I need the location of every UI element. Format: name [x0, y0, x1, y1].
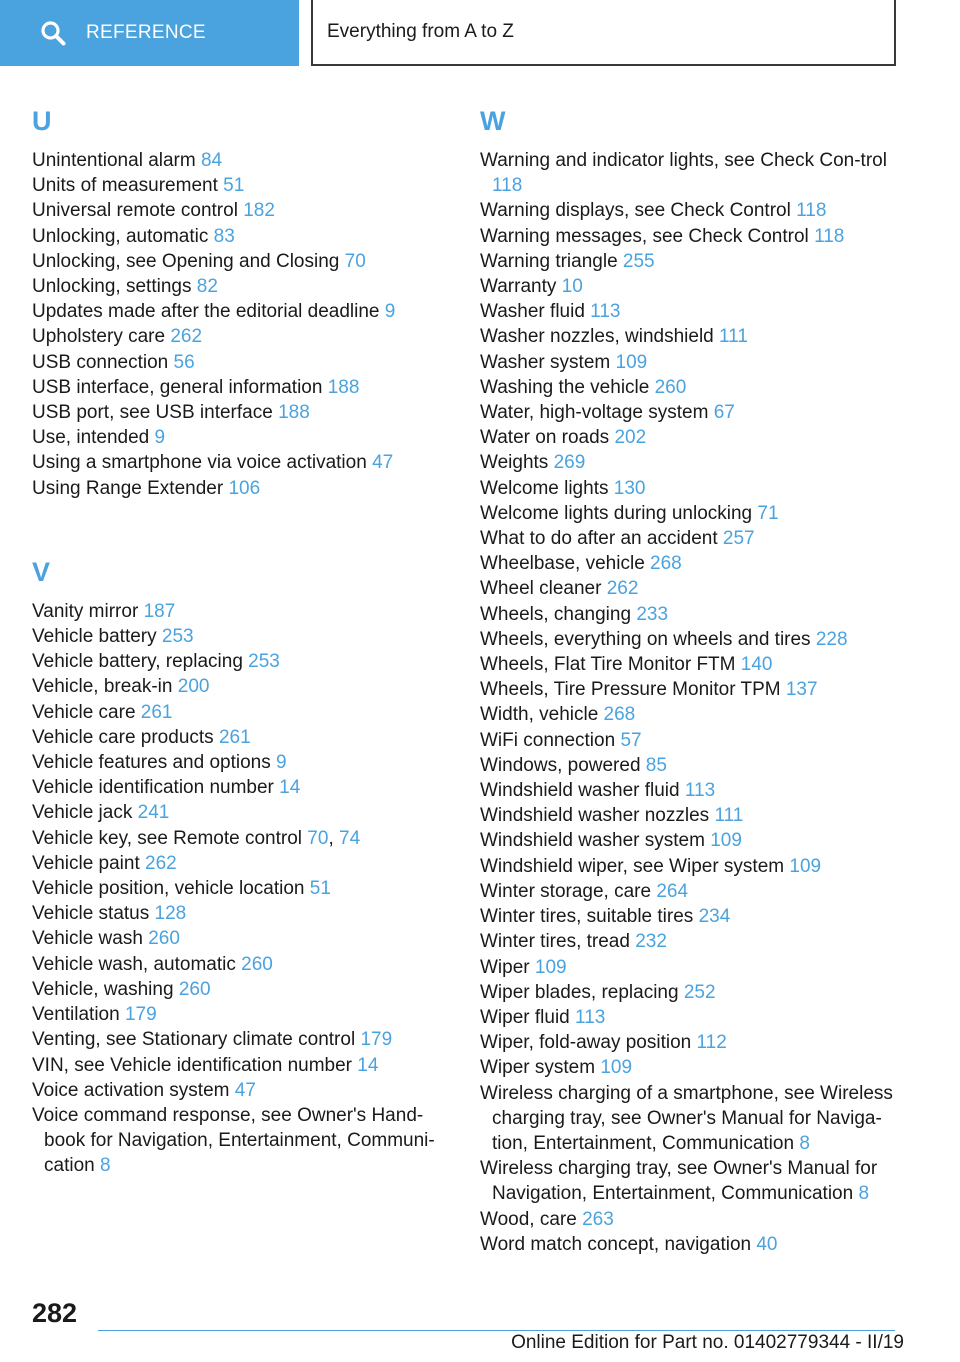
page-link[interactable]: 67 [713, 402, 735, 424]
page-link[interactable]: 188 [278, 402, 310, 424]
page-link[interactable]: 118 [492, 175, 523, 197]
index-entry [480, 879, 900, 904]
page-link[interactable]: 14 [279, 777, 301, 799]
index-entry-text: Vehicle care products [32, 726, 219, 748]
index-entry-text: Vanity mirror [32, 600, 144, 622]
index-entry [32, 977, 452, 1002]
index-entry-text: Windshield wiper, see Wiper system [480, 855, 790, 877]
index-entry [480, 249, 900, 274]
page-link[interactable]: 85 [645, 754, 667, 776]
index-entry-text: Washer nozzles, windshield [480, 326, 720, 348]
index-entry [480, 400, 900, 425]
index-entry-text: VIN, see Vehicle identification number [32, 1054, 358, 1076]
index-entry [480, 677, 900, 702]
index-entry-text: Units of measurement [32, 175, 224, 197]
index-entry [32, 299, 452, 324]
index-entry [480, 1232, 900, 1257]
index-entry-text: Warning and indicator lights, see Check Con-trol [480, 150, 887, 171]
index-letter-heading: V [32, 556, 51, 587]
index-entry-text: Voice activation system [32, 1079, 235, 1101]
page-link[interactable]: 51 [223, 175, 245, 197]
page-link[interactable]: 118 [796, 200, 827, 222]
index-entry [32, 324, 452, 349]
page-link[interactable]: 40 [756, 1233, 778, 1255]
index-entry [32, 1078, 452, 1103]
index-entry [480, 627, 900, 652]
page-link[interactable]: 232 [635, 931, 667, 953]
page-link[interactable]: 263 [582, 1208, 614, 1230]
index-entry-text: Warning triangle [480, 250, 623, 272]
index-entry-list [480, 148, 900, 1257]
section-label: REFERENCE [86, 22, 206, 43]
index-entry-text: Warning displays, see Check Control [480, 200, 797, 222]
index-entry [480, 778, 900, 803]
index-entry [480, 299, 900, 324]
page-link[interactable]: 109 [710, 830, 742, 852]
page-link[interactable]: 202 [614, 427, 647, 449]
page-link[interactable]: 182 [243, 200, 275, 222]
page-link[interactable]: 109 [534, 956, 567, 978]
index-entry [32, 700, 452, 725]
index-entry-text: Vehicle battery, replacing [32, 651, 249, 673]
index-entry [480, 854, 900, 879]
index-entry-text: Winter tires, tread [480, 931, 636, 953]
index-entry-text: Vehicle features and options [32, 752, 277, 774]
index-entry-text: Voice command response, see Owner's Hand-book for Navigation, Entertainment, Communi-cation [32, 1104, 435, 1177]
page-link[interactable]: 179 [360, 1029, 393, 1051]
index-entry [480, 1156, 900, 1206]
index-entry [480, 350, 900, 375]
page-link[interactable]: 260 [148, 928, 180, 950]
index-entry [480, 1081, 900, 1157]
index-entry [32, 800, 452, 825]
index-column-right [480, 98, 900, 1257]
page-separator: , [328, 827, 339, 849]
index-entry-text: Wheels, Tire Pressure Monitor TPM [480, 679, 786, 701]
index-entry [32, 624, 452, 649]
page-link[interactable]: 9 [276, 752, 287, 774]
page-link[interactable]: 261 [140, 701, 173, 723]
index-entry [32, 249, 452, 274]
page-link[interactable]: 9 [154, 427, 166, 449]
index-entry [480, 551, 900, 576]
index-entry [480, 702, 900, 727]
page-link[interactable]: 112 [696, 1032, 727, 1054]
page-link[interactable]: 14 [357, 1054, 379, 1076]
page-link[interactable]: 257 [722, 528, 755, 550]
index-entry [32, 775, 452, 800]
page-link[interactable]: 128 [154, 903, 187, 925]
index-entry-text: USB port, see USB interface [32, 402, 279, 424]
page-link[interactable]: 70 [307, 827, 329, 849]
index-entry [480, 1055, 900, 1080]
index-entry [480, 828, 900, 853]
index-entry-text: Winter tires, suitable tires [480, 906, 699, 928]
page-link[interactable]: 234 [698, 906, 731, 928]
index-entry-text: Wheelbase, vehicle [480, 553, 651, 575]
index-entry [480, 904, 900, 929]
index-entry-text: Welcome lights [480, 477, 614, 499]
index-entry-text: Vehicle paint [32, 852, 146, 874]
index-entry [32, 876, 452, 901]
index-entry-text: Use, intended [32, 427, 155, 449]
index-entry [480, 450, 900, 475]
index-entry-list [32, 148, 452, 501]
index-entry [32, 1053, 452, 1078]
index-entry-list [32, 599, 452, 1179]
page-link[interactable]: 268 [650, 553, 682, 575]
chapter-title: Everything from A to Z [327, 21, 514, 42]
index-entry-text: Water on roads [480, 427, 615, 449]
index-entry-text: Vehicle wash [32, 928, 149, 950]
index-entry-text: Wheels, changing [480, 603, 637, 625]
index-entry-text: Vehicle jack [32, 802, 138, 824]
index-entry-text: Welcome lights during unlocking [480, 502, 758, 524]
index-entry-text: Vehicle, break-in [32, 676, 178, 698]
index-entry-text: Weights [480, 452, 554, 474]
index-entry [480, 728, 900, 753]
index-entry-text: Wiper, fold-away position [480, 1032, 697, 1054]
page-number: 282 [32, 1298, 78, 1328]
search-icon [40, 20, 66, 46]
index-entry [480, 148, 900, 198]
page-link[interactable]: 262 [170, 326, 203, 348]
index-entry-text: Wiper blades, replacing [480, 981, 684, 1003]
index-entry [480, 576, 900, 601]
index-entry-text: Vehicle position, vehicle location [32, 878, 310, 900]
page-link[interactable]: 51 [309, 878, 331, 900]
index-entry [32, 1002, 452, 1027]
index-entry-text: Upholstery care [32, 326, 171, 348]
index-entry-text: Wiper system [480, 1057, 601, 1079]
index-entry [32, 901, 452, 926]
index-letter-heading: U [32, 106, 52, 136]
index-entry-text: Vehicle battery [32, 626, 162, 648]
index-group-v [32, 501, 452, 1179]
index-group-w [480, 98, 900, 1257]
page-link[interactable]: 262 [145, 852, 177, 874]
page-link[interactable]: 109 [615, 351, 648, 373]
page-link[interactable]: 187 [143, 600, 176, 622]
index-entry [32, 725, 452, 750]
index-entry [32, 350, 452, 375]
page-link[interactable]: 8 [99, 1155, 111, 1177]
page-link[interactable]: 260 [241, 953, 273, 975]
index-entry-text: Wiper [480, 956, 535, 978]
index-entry [480, 955, 900, 980]
index-entry-text: Warning messages, see Check Control [480, 225, 815, 247]
index-entry [32, 826, 452, 851]
index-entry-text: Wheel cleaner [480, 578, 607, 600]
page-link[interactable]: 113 [684, 780, 716, 802]
index-entry [32, 1103, 452, 1179]
index-entry-text: Unintentional alarm [32, 150, 201, 171]
index-entry-text: Vehicle identification number [32, 777, 280, 799]
page-link[interactable]: 188 [327, 376, 360, 398]
page-link[interactable]: 47 [234, 1079, 256, 1101]
index-entry [32, 476, 452, 501]
page-link[interactable]: 111 [719, 326, 748, 348]
index-entry [32, 1027, 452, 1052]
index-entry [480, 980, 900, 1005]
page-link[interactable]: 252 [683, 981, 716, 1003]
index-entry [32, 400, 452, 425]
page-link[interactable]: 10 [561, 276, 583, 298]
index-entry-text: Windshield washer system [480, 830, 711, 852]
page-link[interactable]: 269 [553, 452, 586, 474]
page-link[interactable]: 260 [654, 376, 687, 398]
index-entry-text: Wireless charging of a smartphone, see Wireless charging tray, see Owner's Manual for Naviga-tion, Entertainment, Communication [480, 1082, 893, 1154]
page-link[interactable]: 261 [218, 726, 251, 748]
page-link[interactable]: 8 [858, 1183, 870, 1205]
page-link[interactable]: 140 [740, 654, 773, 676]
page-link[interactable]: 56 [173, 351, 195, 373]
page-link[interactable]: 200 [177, 676, 210, 698]
index-entry [32, 750, 452, 775]
index-entry-text: Vehicle wash, automatic [32, 953, 242, 975]
index-entry [32, 599, 452, 624]
index-entry-text: Wheels, everything on wheels and tires [480, 628, 816, 650]
group-spacer [32, 501, 452, 525]
index-entry-text: What to do after an accident [480, 528, 723, 550]
page-link[interactable]: 264 [656, 880, 689, 902]
page-link[interactable]: 253 [161, 626, 194, 648]
page-link[interactable]: 70 [344, 250, 366, 272]
index-entry-text: Word match concept, navigation [480, 1233, 757, 1255]
index-entry [480, 224, 900, 249]
index-entry-text: WiFi connection [480, 729, 621, 751]
index-entry-text: Unlocking, settings [32, 276, 197, 298]
index-entry-text: Wheels, Flat Tire Monitor FTM [480, 654, 741, 676]
index-entry [32, 952, 452, 977]
page-link[interactable]: 74 [339, 827, 361, 849]
page-link[interactable]: 118 [814, 225, 845, 247]
index-entry [32, 224, 452, 249]
index-entry [480, 1005, 900, 1030]
edition-text: Online Edition for Part no. 01402779344 - II/19 [511, 1332, 904, 1353]
page-link[interactable]: 9 [384, 301, 396, 323]
index-entry-text: Windows, powered [480, 754, 646, 776]
page-link[interactable]: 113 [575, 1006, 606, 1028]
page-link[interactable]: 57 [620, 729, 642, 751]
page-link[interactable]: 262 [606, 578, 639, 600]
page-link[interactable]: 255 [622, 250, 655, 272]
index-entry-text: Windshield washer nozzles [480, 805, 715, 827]
page-link[interactable]: 233 [636, 603, 669, 625]
chapter-header [311, 0, 896, 66]
index-entry-text: USB connection [32, 351, 174, 373]
index-entry [32, 375, 452, 400]
index-entry-text: Universal remote control [32, 200, 244, 222]
index-entry [480, 803, 900, 828]
index-entry [32, 148, 452, 173]
index-entry [32, 274, 452, 299]
index-entry-text: Ventilation [32, 1004, 125, 1026]
index-entry-text: Updates made after the editorial deadline [32, 301, 385, 323]
index-entry [480, 526, 900, 551]
index-entry-text: Windshield washer fluid [480, 780, 685, 802]
index-entry-text: Using a smartphone via voice activation [32, 452, 373, 474]
index-entry-text: Unlocking, automatic [32, 225, 214, 247]
index-entry-text: Wireless charging tray, see Owner's Manual for Navigation, Entertainment, Communication [480, 1158, 878, 1205]
index-entry-text: Using Range Extender [32, 477, 229, 499]
index-entry [32, 926, 452, 951]
index-entry [32, 851, 452, 876]
page-link[interactable]: 111 [714, 805, 744, 827]
index-entry-text: Vehicle, washing [32, 978, 179, 1000]
index-entry-text: Vehicle key, see Remote control [32, 827, 308, 849]
index-entry-text: Width, vehicle [480, 704, 604, 726]
page-link[interactable]: 179 [124, 1004, 157, 1026]
index-entry-text: Vehicle care [32, 701, 141, 723]
page-link[interactable]: 83 [213, 225, 235, 247]
page-link[interactable]: 130 [613, 477, 646, 499]
page-link[interactable]: 268 [603, 704, 636, 726]
index-entry [32, 649, 452, 674]
index-entry-text: Wood, care [480, 1208, 583, 1230]
footer-divider [98, 1330, 895, 1331]
index-entry-text: Unlocking, see Opening and Closing [32, 250, 345, 272]
index-entry [480, 929, 900, 954]
index-entry [480, 375, 900, 400]
index-group-u [32, 98, 452, 501]
index-entry-text: USB interface, general information [32, 376, 328, 398]
page-link[interactable]: 109 [789, 855, 822, 877]
page-link[interactable]: 84 [200, 150, 223, 171]
section-tab[interactable] [0, 0, 299, 66]
page-link[interactable]: 260 [178, 978, 211, 1000]
index-entry [480, 198, 900, 223]
index-entry [480, 652, 900, 677]
page-link[interactable]: 8 [799, 1132, 810, 1154]
index-entry [480, 425, 900, 450]
index-entry-text: Wiper fluid [480, 1006, 576, 1028]
index-entry [32, 425, 452, 450]
index-entry [480, 1030, 900, 1055]
index-entry [480, 753, 900, 778]
index-entry-text: Warranty [480, 276, 562, 298]
index-entry [480, 324, 900, 349]
index-entry [480, 501, 900, 526]
index-entry [480, 274, 900, 299]
index-column-left [32, 98, 452, 1179]
page-link[interactable]: 113 [590, 301, 621, 323]
page-link[interactable]: 228 [815, 628, 848, 650]
index-entry [480, 1207, 900, 1232]
index-entry [32, 674, 452, 699]
index-letter-heading: W [480, 106, 506, 136]
index-entry-text: Washing the vehicle [480, 376, 655, 398]
index-entry [480, 602, 900, 627]
page-header [0, 0, 960, 66]
index-entry-text: Washer system [480, 351, 616, 373]
index-entry [32, 198, 452, 223]
page-link[interactable]: 253 [248, 651, 280, 673]
page-link[interactable]: 106 [228, 477, 261, 499]
page-link[interactable]: 82 [196, 276, 218, 298]
index-entry-text: Vehicle status [32, 903, 155, 925]
page-link[interactable]: 241 [137, 802, 170, 824]
index-entry-text: Venting, see Stationary climate control [32, 1029, 361, 1051]
page-link[interactable]: 137 [785, 679, 818, 701]
index-entry-text: Winter storage, care [480, 880, 657, 902]
index-entry-text: Washer fluid [480, 301, 591, 323]
index-entry-text: Water, high-voltage system [480, 402, 714, 424]
index-entry [32, 450, 452, 475]
index-entry [480, 476, 900, 501]
index-entry [32, 173, 452, 198]
page-link[interactable]: 109 [600, 1057, 633, 1079]
page-link[interactable]: 71 [757, 502, 779, 524]
page-link[interactable]: 47 [372, 452, 394, 474]
